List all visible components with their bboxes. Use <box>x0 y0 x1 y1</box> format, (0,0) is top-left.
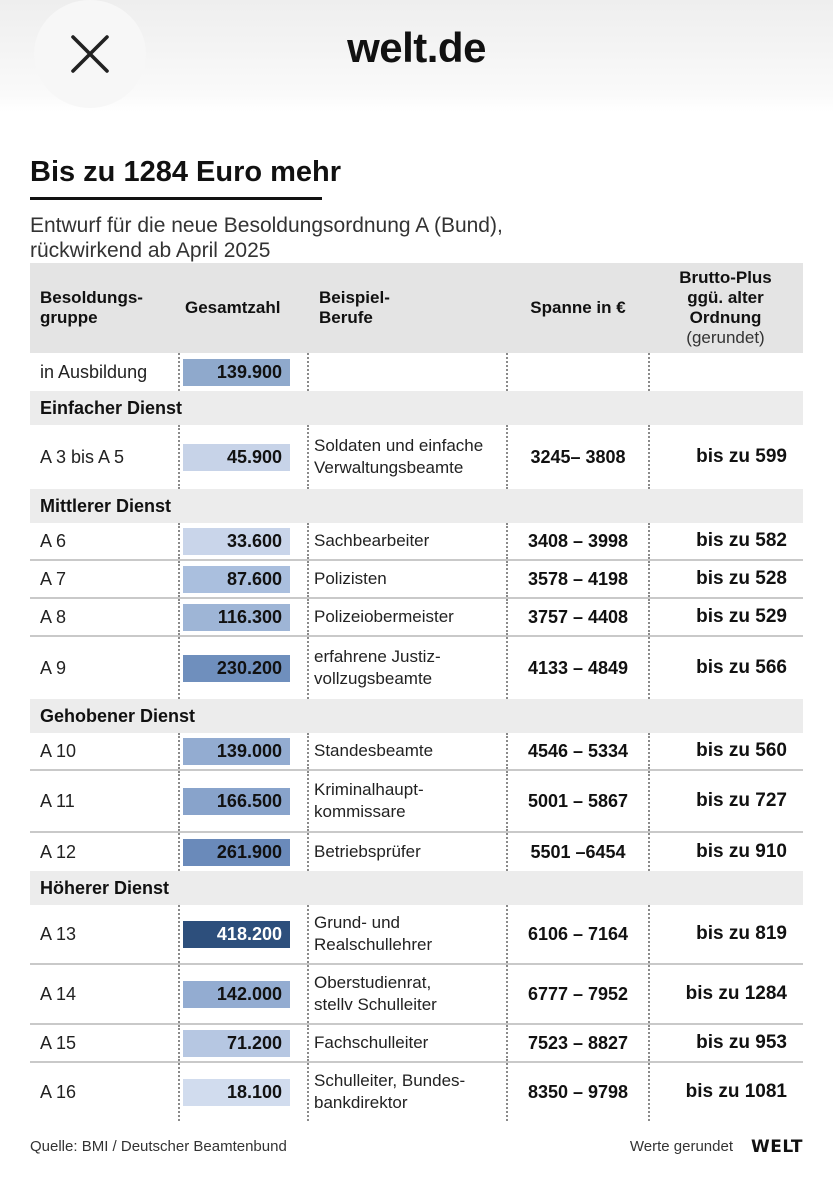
salary-span: 3578 – 4198 <box>527 568 629 589</box>
example-job-line1: Polizeiobermeister <box>314 607 454 626</box>
count-cell <box>183 965 290 1023</box>
count-bar: 33.600 <box>183 528 290 555</box>
salary-span: 3245– 3808 <box>530 446 626 467</box>
example-job-line2: kommissare <box>314 802 406 821</box>
example-job-line2: Verwaltungsbeamte <box>314 458 464 477</box>
example-job-line2: stellv Schulleiter <box>314 995 437 1014</box>
brutto-plus: bis zu 529 <box>696 606 787 627</box>
brutto-plus: bis zu 566 <box>696 657 787 678</box>
col-header-plus <box>648 263 803 353</box>
column-separator <box>307 523 309 559</box>
col-header-group-line1: Besoldungs- <box>40 288 143 307</box>
infographic-subtitle <box>30 213 803 263</box>
column-separator <box>307 733 309 769</box>
example-job <box>314 425 483 489</box>
pay-grade: A 9 <box>40 657 67 678</box>
column-separator <box>648 771 650 831</box>
column-separator <box>178 833 180 871</box>
brutto-plus: bis zu 910 <box>696 841 787 862</box>
salary-span: 8350 – 9798 <box>527 1081 629 1102</box>
column-separator <box>307 599 309 635</box>
col-header-span: Spanne in € <box>530 298 626 317</box>
column-separator <box>648 523 650 559</box>
pay-grade: A 16 <box>40 1081 77 1102</box>
column-separator <box>307 1025 309 1061</box>
pay-grade: A 12 <box>40 841 77 862</box>
example-job <box>314 771 424 831</box>
pay-grade: A 14 <box>40 983 77 1004</box>
brutto-plus: bis zu 1284 <box>685 983 787 1004</box>
group-header: Mittlerer Dienst <box>30 489 803 523</box>
example-job <box>314 733 433 769</box>
table-row <box>30 1063 803 1121</box>
example-job-line1: Oberstudienrat, <box>314 973 432 992</box>
column-separator <box>178 771 180 831</box>
example-job-line1: erfahrene Justiz- <box>314 647 441 666</box>
column-separator <box>307 833 309 871</box>
column-separator <box>648 637 650 699</box>
col-header-plus-line4: (gerundet) <box>686 328 765 347</box>
column-separator <box>648 833 650 871</box>
count-cell <box>183 353 290 391</box>
column-separator <box>648 561 650 597</box>
example-job <box>314 905 432 963</box>
column-separator <box>648 425 650 489</box>
brutto-plus: bis zu 819 <box>696 923 787 944</box>
example-job <box>314 523 429 559</box>
salary-span: 6777 – 7952 <box>527 983 629 1004</box>
example-job-line2: bankdirektor <box>314 1093 408 1112</box>
column-separator <box>506 353 508 391</box>
example-job-line1: Sachbearbeiter <box>314 531 430 550</box>
col-header-plus-line2: ggü. alter <box>687 288 764 307</box>
example-job-line1: Betriebsprüfer <box>314 842 421 861</box>
example-job <box>314 1025 428 1061</box>
count-bar: 139.000 <box>183 738 290 765</box>
column-separator <box>307 1063 309 1121</box>
title-underline <box>30 197 322 200</box>
count-bar: 166.500 <box>183 788 290 815</box>
infographic-title: Bis zu 1284 Euro mehr <box>30 156 342 188</box>
column-separator <box>307 561 309 597</box>
example-job-line1: Schulleiter, Bundes- <box>314 1071 466 1090</box>
count-cell <box>183 523 290 559</box>
col-header-plus-line3: Ordnung <box>689 308 762 327</box>
pay-grade: A 6 <box>40 530 67 551</box>
pay-grade: A 13 <box>40 923 77 944</box>
table-groups <box>30 391 803 1121</box>
rounding-note: Werte gerundet <box>629 1138 733 1155</box>
column-separator <box>648 905 650 963</box>
column-separator <box>307 353 309 391</box>
column-separator <box>178 425 180 489</box>
count-bar: 71.200 <box>183 1030 290 1057</box>
column-separator <box>648 1025 650 1061</box>
count-bar: 230.200 <box>183 655 290 682</box>
example-job <box>314 1063 465 1121</box>
col-header-group <box>40 263 143 353</box>
count-cell <box>183 425 290 489</box>
col-header-jobs-line1: Beispiel- <box>319 288 390 307</box>
column-separator <box>307 637 309 699</box>
pay-grade: A 7 <box>40 568 67 589</box>
table-row-ausbildung <box>30 353 803 391</box>
brutto-plus: bis zu 599 <box>696 446 787 467</box>
count-cell <box>183 637 290 699</box>
count-cell <box>183 1063 290 1121</box>
count-cell <box>183 1025 290 1061</box>
example-job <box>314 965 437 1023</box>
table-row <box>30 771 803 833</box>
col-header-group-line2: gruppe <box>40 308 98 327</box>
col-header-jobs <box>319 263 390 353</box>
column-separator <box>178 561 180 597</box>
count-cell <box>183 905 290 963</box>
count-cell <box>183 733 290 769</box>
salary-table <box>30 263 803 1121</box>
salary-span: 5501 –6454 <box>530 841 626 862</box>
example-job-line1: Polizisten <box>314 569 387 588</box>
count-cell <box>183 561 290 597</box>
column-separator <box>178 1063 180 1121</box>
welt-logo: WELT <box>751 1137 803 1157</box>
example-job-line1: Standesbeamte <box>314 741 434 760</box>
column-separator <box>178 733 180 769</box>
group-header: Einfacher Dienst <box>30 391 803 425</box>
table-row <box>30 637 803 699</box>
table-row <box>30 905 803 965</box>
col-header-plus-line1: Brutto-Plus <box>679 268 772 287</box>
brutto-plus: bis zu 953 <box>696 1032 787 1053</box>
column-separator <box>178 905 180 963</box>
column-separator <box>178 1025 180 1061</box>
salary-span: 7523 – 8827 <box>527 1032 629 1053</box>
column-separator <box>307 965 309 1023</box>
table-row <box>30 965 803 1025</box>
table-row <box>30 599 803 637</box>
subtitle-line-2: rückwirkend ab April 2025 <box>30 239 271 262</box>
count-bar: 87.600 <box>183 566 290 593</box>
table-row <box>30 1025 803 1063</box>
pay-grade: A 8 <box>40 606 67 627</box>
source-note: Quelle: BMI / Deutscher Beamtenbund <box>30 1138 287 1155</box>
count-bar: 45.900 <box>183 444 290 471</box>
pay-grade: in Ausbildung <box>40 361 148 382</box>
table-row <box>30 833 803 871</box>
example-job-line2: Realschullehrer <box>314 935 433 954</box>
brutto-plus: bis zu 1081 <box>685 1081 787 1102</box>
subtitle-line-1: Entwurf für die neue Besoldungsordnung A (Bund), <box>30 214 503 237</box>
salary-span: 4133 – 4849 <box>527 657 629 678</box>
col-header-count: Gesamtzahl <box>185 298 281 317</box>
table-header <box>30 263 803 353</box>
table-row <box>30 523 803 561</box>
column-separator <box>178 353 180 391</box>
example-job-line1: Fachschulleiter <box>314 1033 429 1052</box>
count-cell <box>183 599 290 635</box>
table-row <box>30 733 803 771</box>
column-separator <box>648 599 650 635</box>
infographic-footer <box>30 1135 803 1161</box>
count-cell <box>183 833 290 871</box>
column-separator <box>178 637 180 699</box>
example-job-line2: vollzugsbeamte <box>314 669 433 688</box>
example-job-line1: Kriminalhaupt- <box>314 780 424 799</box>
column-separator <box>307 425 309 489</box>
salary-span: 3757 – 4408 <box>527 606 629 627</box>
example-job <box>314 561 387 597</box>
infographic-header <box>30 150 803 263</box>
example-job <box>314 599 454 635</box>
col-header-jobs-line2: Berufe <box>319 308 373 327</box>
column-separator <box>648 1063 650 1121</box>
column-separator <box>178 965 180 1023</box>
column-separator <box>178 599 180 635</box>
example-job <box>314 637 441 699</box>
column-separator <box>648 965 650 1023</box>
pay-grade: A 15 <box>40 1032 77 1053</box>
salary-span: 3408 – 3998 <box>527 530 629 551</box>
brutto-plus: bis zu 727 <box>696 790 787 811</box>
column-separator <box>307 771 309 831</box>
table-row <box>30 425 803 489</box>
group-header: Gehobener Dienst <box>30 699 803 733</box>
site-title: welt.de <box>347 24 486 71</box>
count-cell <box>183 771 290 831</box>
column-separator <box>178 523 180 559</box>
column-separator <box>307 905 309 963</box>
salary-span: 5001 – 5867 <box>527 790 629 811</box>
count-bar: 142.000 <box>183 981 290 1008</box>
brutto-plus: bis zu 582 <box>696 530 787 551</box>
pay-grade: A 11 <box>40 790 75 811</box>
example-job-line1: Soldaten und einfache <box>314 436 484 455</box>
pay-grade: A 10 <box>40 740 77 761</box>
salary-span: 6106 – 7164 <box>527 923 629 944</box>
group-header: Höherer Dienst <box>30 871 803 905</box>
count-bar: 18.100 <box>183 1079 290 1106</box>
pay-grade: A 3 bis A 5 <box>40 446 125 467</box>
count-bar: 418.200 <box>183 921 290 948</box>
table-row <box>30 561 803 599</box>
salary-span: 4546 – 5334 <box>527 740 629 761</box>
column-separator <box>648 353 650 391</box>
column-separator <box>648 733 650 769</box>
top-bar <box>0 0 833 112</box>
count-bar: 116.300 <box>183 604 290 631</box>
count-bar: 139.900 <box>183 359 290 386</box>
example-job-line1: Grund- und <box>314 913 400 932</box>
brutto-plus: bis zu 560 <box>696 740 787 761</box>
brutto-plus: bis zu 528 <box>696 568 787 589</box>
count-bar: 261.900 <box>183 839 290 866</box>
example-job <box>314 833 421 871</box>
